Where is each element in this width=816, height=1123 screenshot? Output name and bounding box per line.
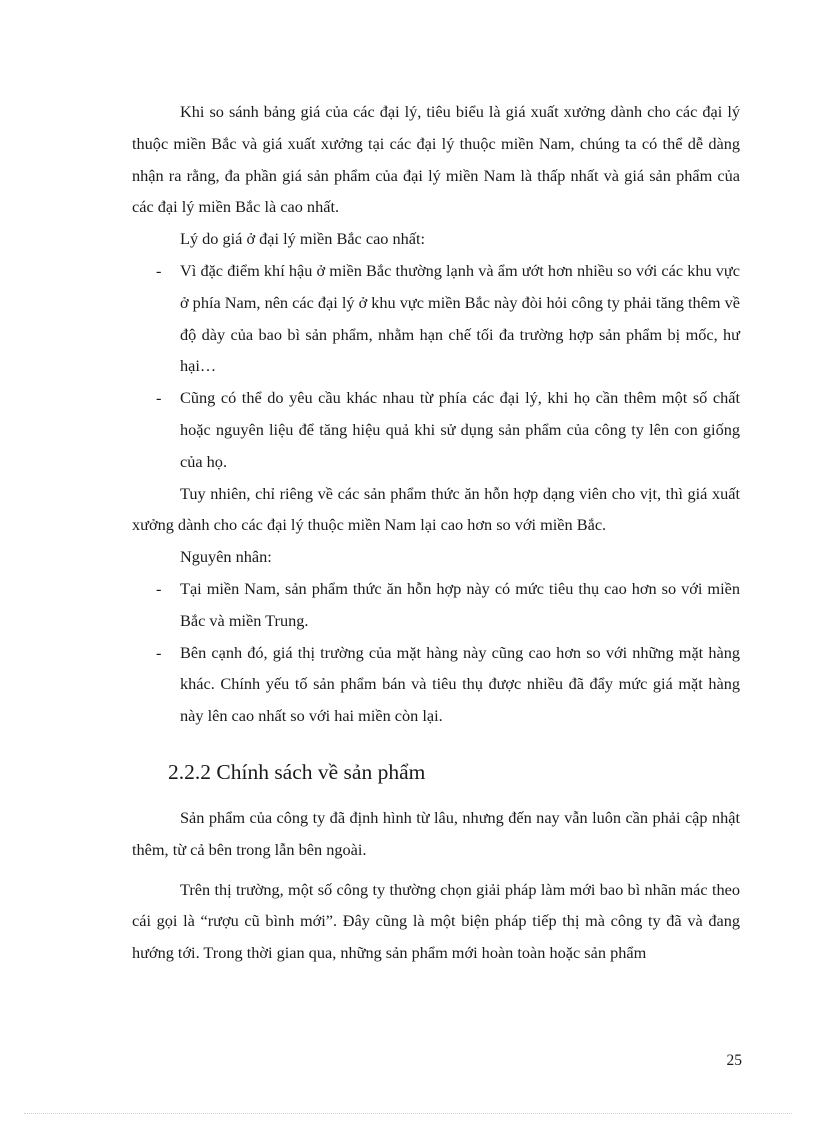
- causes-list: [132, 573, 740, 732]
- reasons-list: [132, 255, 740, 478]
- page-number: 25: [726, 1052, 742, 1069]
- footer-divider: [24, 1113, 792, 1114]
- list-item: [132, 573, 740, 637]
- paragraph-duck-feed-exception: Tuy nhiên, chỉ riêng về các sản phẩm thức ăn hỗn hợp dạng viên cho vịt, thì giá xuất xưởng dành cho các đại lý thuộc miền Nam lại cao hơn so với miền Bắc.: [132, 483, 740, 535]
- section-heading: 2.2.2 Chính sách về sản phẩm: [168, 759, 426, 784]
- bullet-dash: -: [156, 260, 162, 280]
- list-item: [132, 637, 740, 732]
- list-item: [132, 382, 740, 477]
- paragraph-packaging-strategy: Trên thị trường, một số công ty thường chọn giải pháp làm mới bao bì nhãn mác theo cái gọi là “rượu cũ bình mới”. Đây cũng là một biện pháp tiếp thị mà công ty đã và đang hướng tới. Trong thời gian qua, những sản phẩm mới hoàn toàn hoặc sản phẩm: [132, 879, 740, 963]
- list-item: [132, 255, 740, 382]
- paragraph-cause-intro: Nguyên nhân:: [180, 547, 272, 567]
- bullet-text: Cũng có thể do yêu cầu khác nhau từ phía các đại lý, khi họ cần thêm một số chất hoặc nguyên liệu để tăng hiệu quả khi sử dụng sản phẩm của công ty lên con giống của họ.: [180, 388, 740, 471]
- bullet-text: Tại miền Nam, sản phẩm thức ăn hỗn hợp này có mức tiêu thụ cao hơn so với miền Bắc và miền Trung.: [180, 578, 740, 630]
- bullet-text: Vì đặc điểm khí hậu ở miền Bắc thường lạnh và ẩm ướt hơn nhiều so với các khu vực ở phía Nam, nên các đại lý ở khu vực miền Bắc này đòi hỏi công ty phải tăng thêm về độ dày của bao bì sản phẩm, nhằm hạn chế tối đa trường hợp sản phẩm bị mốc, hư hại…: [180, 260, 741, 376]
- paragraph-product-update: Sản phẩm của công ty đã định hình từ lâu, nhưng đến nay vẫn luôn cần phải cập nhật thêm, từ cả bên trong lẫn bên ngoài.: [132, 807, 740, 859]
- bullet-dash: -: [156, 388, 162, 408]
- paragraph-spacer: [132, 866, 740, 874]
- paragraph-north-reason-intro: Lý do giá ở đại lý miền Bắc cao nhất:: [180, 229, 426, 249]
- bullet-text: Bên cạnh đó, giá thị trường của mặt hàng này cũng cao hơn so với những mặt hàng khác. Chính yếu tố sản phẩm bán và tiêu thụ được nhiều đã đẩy mức giá mặt hàng này lên cao nhất so với hai miền còn lại.: [180, 642, 740, 726]
- paragraph-price-comparison: Khi so sánh bảng giá của các đại lý, tiêu biểu là giá xuất xưởng dành cho các đại lý thuộc miền Bắc và giá xuất xưởng tại các đại lý thuộc miền Nam, chúng ta có thể dễ dàng nhận ra rằng, đa phần giá sản phẩm của đại lý miền Nam là thấp nhất và giá sản phẩm của các đại lý miền Bắc là cao nhất.: [132, 102, 740, 217]
- bullet-dash: -: [156, 642, 162, 662]
- bullet-dash: -: [156, 578, 162, 598]
- body-text: [132, 96, 740, 969]
